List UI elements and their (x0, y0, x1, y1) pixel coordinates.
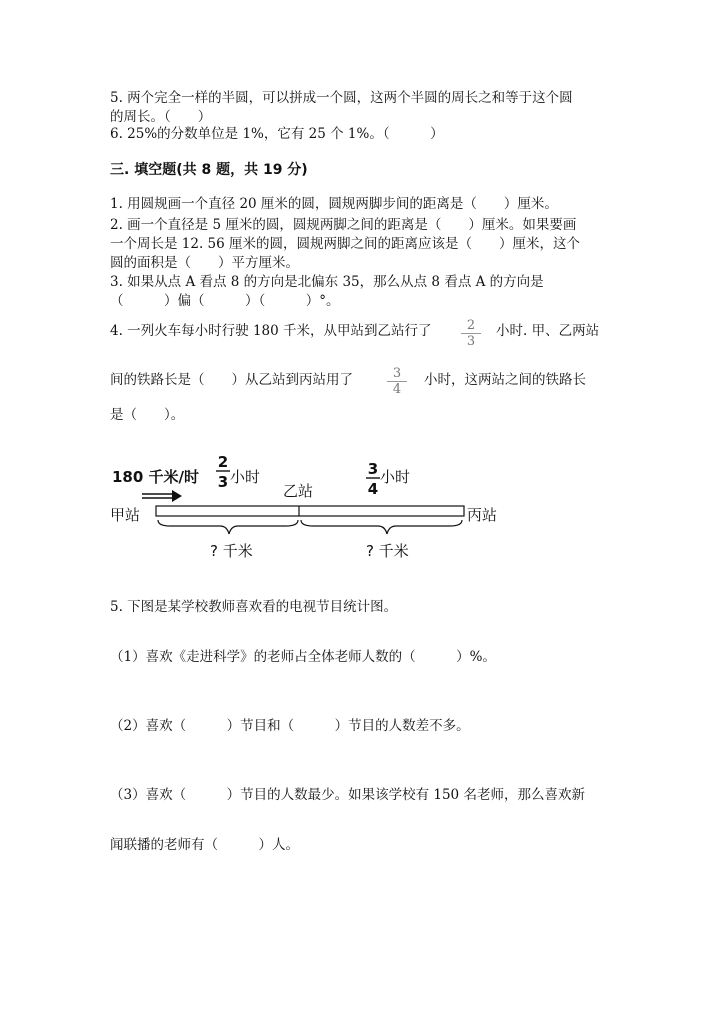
fill-q4-line3: 是（ ）。 (110, 407, 185, 423)
fill-q5-sub3-line1: （3）喜欢（ ）节目的人数最少。如果该学校有 150 名老师，那么喜欢新 (110, 787, 585, 803)
unknown-distance-1: ? 千米 (210, 542, 253, 560)
brace-segment-1 (158, 520, 298, 534)
diagram-frac2-den: 4 (367, 480, 379, 498)
fill-q1: 1. 用圆规画一个直径 20 厘米的圆，圆规两脚步间的距离是（ ）厘米。 (110, 196, 558, 212)
fraction-numerator: 3 (387, 366, 407, 382)
train-distance-diagram (110, 452, 520, 564)
diagram-frac1-den: 3 (217, 473, 229, 491)
fill-q5-sub3-line2: 闻联播的老师有（ ）人。 (110, 837, 299, 853)
fill-q2-line1: 2. 画一个直径是 5 厘米的圆，圆规两脚之间的距离是（ ）厘米。如果要画 (110, 217, 577, 233)
fill-q3-line2: （ ）偏（ ）（ ）°。 (110, 293, 340, 309)
diagram-frac2-unit: 小时 (380, 468, 411, 486)
q5-text-line2: 的周长。（ ） (110, 109, 212, 125)
fill-q4-fraction-3-4 (387, 366, 407, 397)
diagram-frac2-num: 3 (367, 460, 379, 478)
fill-q4-line2a: 间的铁路长是（ ）从乙站到丙站用了 (110, 372, 353, 388)
brace-segment-2 (301, 520, 462, 534)
fill-q2-line2: 一个周长是 12. 56 厘米的圆，圆规两脚之间的距离应该是（ ）厘米，这个 (110, 236, 581, 252)
railway-track (156, 506, 464, 516)
section-title: 三. 填空题(共 8 题，共 19 分) (110, 162, 308, 178)
fraction-denominator: 4 (392, 382, 402, 397)
unknown-distance-2: ? 千米 (366, 542, 409, 560)
fill-q3-line1: 3. 如果从点 A 看点 8 的方向是北偏东 35，那么从点 8 看点 A 的方向是 (110, 274, 544, 290)
station-c-label: 丙站 (467, 506, 498, 524)
q6-text: 6. 25%的分数单位是 1%，它有 25 个 1%。（ ） (110, 126, 444, 142)
fraction-denominator: 3 (466, 334, 476, 349)
fill-q4-line1b: 小时. 甲、乙两站 (496, 323, 600, 339)
fill-q5-intro: 5. 下图是某学校教师喜欢看的电视节目统计图。 (110, 599, 398, 615)
station-a-label: 甲站 (110, 506, 141, 524)
fraction-numerator: 2 (461, 318, 481, 334)
fill-q5-sub1: （1）喜欢《走进科学》的老师占全体老师人数的（ ）%。 (110, 649, 496, 665)
fill-q4-line2b: 小时，这两站之间的铁路长 (424, 372, 586, 388)
fill-q4-fraction-2-3 (461, 318, 481, 349)
station-b-label: 乙站 (283, 482, 314, 500)
diagram-frac1-num: 2 (217, 453, 229, 471)
fill-q2-line3: 圆的面积是（ ）平方厘米。 (110, 255, 299, 271)
q5-text-line1: 5. 两个完全一样的半圆，可以拼成一个圆，这两个半圆的周长之和等于这个圆 (110, 90, 573, 106)
diagram-frac1-unit: 小时 (230, 468, 261, 486)
fill-q5-sub2: （2）喜欢（ ）节目和（ ）节目的人数差不多。 (110, 718, 470, 734)
speed-arrow-icon (142, 490, 182, 502)
fill-q4-line1a: 4. 一列火车每小时行驶 180 千米，从甲站到乙站行了 (110, 323, 432, 339)
speed-label: 180 千米/时 (112, 468, 200, 486)
